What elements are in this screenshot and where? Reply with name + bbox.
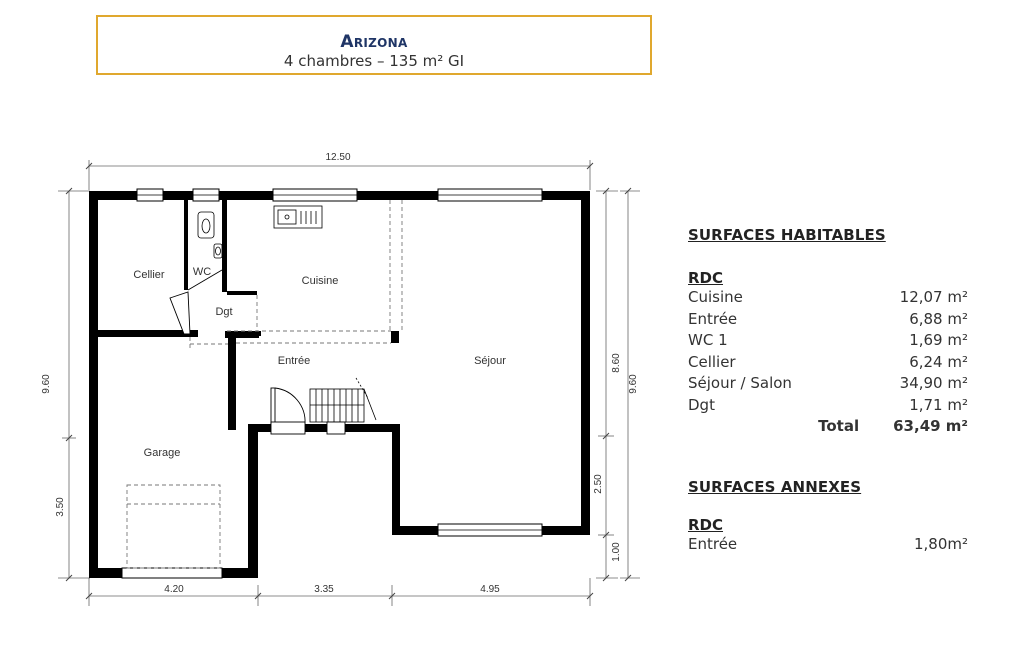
annexes-title: SURFACES ANNEXES xyxy=(688,478,862,496)
surface-value: 6,88 m² xyxy=(909,309,968,328)
total-label: Total xyxy=(818,417,860,435)
surface-row xyxy=(688,395,968,417)
surface-value: 34,90 m² xyxy=(899,374,968,392)
room-label-wc: WC xyxy=(192,266,212,278)
dim-right-outer: 9.60 xyxy=(628,374,639,394)
room-label-garage: Garage xyxy=(143,447,181,459)
dim-bottom-mid: 3.35 xyxy=(314,584,334,595)
habitables-level: RDC xyxy=(688,269,724,287)
surface-value: 1,71 m² xyxy=(909,395,968,414)
room-label-cuisine: Cuisine xyxy=(301,275,339,287)
surface-value: 6,24 m² xyxy=(909,352,968,371)
exterior-walls xyxy=(89,191,590,578)
house-name: Arizona xyxy=(340,32,408,52)
room-label-dgt: Dgt xyxy=(215,306,233,318)
surface-total-row xyxy=(688,416,968,437)
dim-left-total: 9.60 xyxy=(41,374,52,394)
annexe-row xyxy=(688,534,968,556)
surface-value: 12,07 m² xyxy=(899,288,968,306)
surface-row xyxy=(688,330,968,352)
stairs xyxy=(310,378,376,422)
surface-label: WC 1 xyxy=(688,331,728,349)
annexe-value: 1,80m² xyxy=(913,535,968,553)
surface-label: Cuisine xyxy=(688,288,743,306)
house-subtitle: 4 chambres – 135 m² GI xyxy=(283,52,465,70)
surface-label: Dgt xyxy=(688,395,715,414)
surfaces-panel xyxy=(688,226,968,556)
surface-label: Cellier xyxy=(688,352,736,371)
dim-right-inner-upper: 8.60 xyxy=(611,353,622,373)
dgt-door xyxy=(170,292,198,334)
habitables-rows xyxy=(688,287,968,416)
dim-right-inner-lower: 2.50 xyxy=(593,474,604,494)
kitchen-sink xyxy=(274,206,322,228)
surface-row xyxy=(688,352,968,374)
dim-left-lower: 3.50 xyxy=(55,497,66,517)
surface-row xyxy=(688,287,968,309)
room-label-sejour: Séjour xyxy=(474,355,506,367)
surface-label: Séjour / Salon xyxy=(688,374,792,392)
dim-bottom-right: 4.95 xyxy=(480,584,500,595)
room-label-cellier: Cellier xyxy=(133,269,165,281)
wc-fixtures xyxy=(198,212,222,258)
dim-bottom-left: 4.20 xyxy=(164,584,184,595)
dim-right-inner-bottom: 1.00 xyxy=(611,542,622,562)
total-value: 63,49 m² xyxy=(893,417,968,435)
dim-top-total: 12.50 xyxy=(325,152,351,163)
surface-row xyxy=(688,309,968,331)
surface-label: Entrée xyxy=(688,309,738,328)
room-label-entree: Entrée xyxy=(277,355,311,367)
dimension-lines xyxy=(58,160,640,606)
surface-value: 1,69 m² xyxy=(909,331,968,349)
habitables-title: SURFACES HABITABLES xyxy=(688,226,886,244)
surface-row xyxy=(688,373,968,395)
annexes-level: RDC xyxy=(688,516,724,534)
dashed-lines xyxy=(127,200,402,568)
annexe-label: Entrée xyxy=(688,535,738,553)
